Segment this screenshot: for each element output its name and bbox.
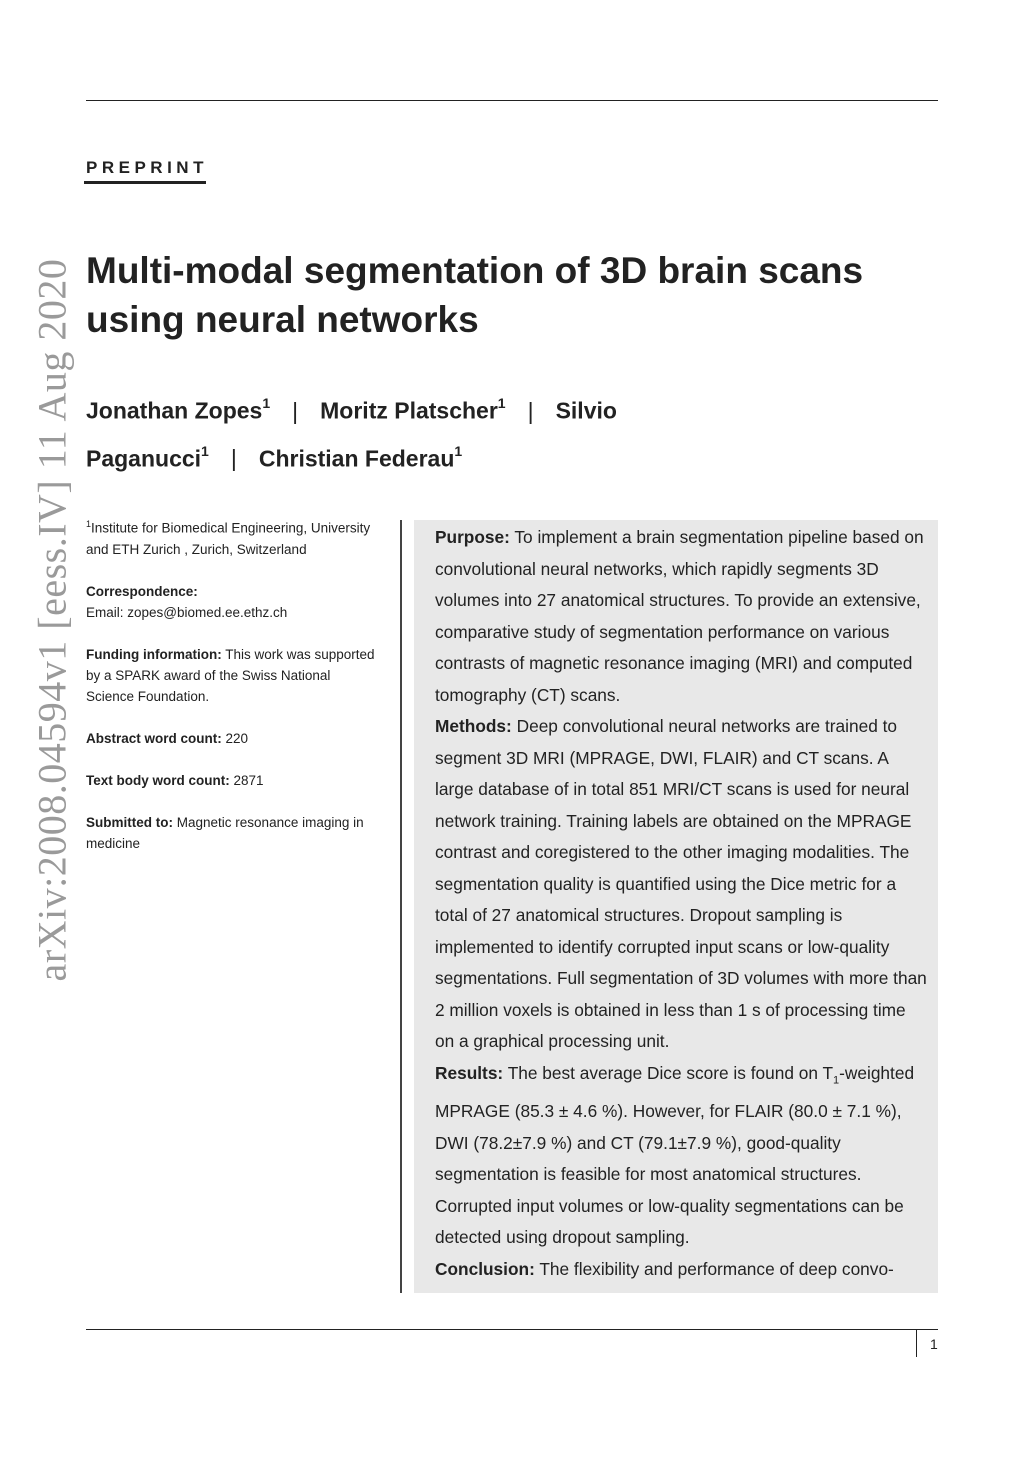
- author-name: Christian Federau: [258, 445, 455, 472]
- body-count-label: Text body word count:: [86, 772, 230, 788]
- preprint-label: PREPRINT: [86, 158, 208, 177]
- abstract-count-label: Abstract word count:: [86, 730, 222, 746]
- methods-label: Methods:: [435, 716, 512, 736]
- abstract-word-count: [86, 728, 376, 749]
- author-separator: |: [230, 445, 237, 472]
- abstract-count-value: 220: [225, 730, 249, 746]
- affiliation-text: Institute for Biomedical Engineering, University and ETH Zurich , Zurich, Switzerland: [86, 520, 371, 557]
- body-word-count: [86, 770, 376, 791]
- funding-label: Funding information:: [86, 646, 222, 662]
- author-name: Jonathan Zopes: [86, 397, 263, 424]
- arxiv-stamp: arXiv:2008.04594v1 [eess.IV] 11 Aug 2020: [29, 258, 75, 982]
- bottom-rule: [86, 1329, 938, 1330]
- correspondence-label: Correspondence:: [86, 583, 198, 599]
- submitted-to: [86, 812, 376, 854]
- paper-title: Multi-modal segmentation of 3D brain scans using neural networks: [86, 250, 864, 340]
- methods-text: Deep convolutional neural networks are trained to segment 3D MRI (MPRAGE, DWI, FLAIR) and CT scans. A large database of in total 851 MRI/CT scans is used for neural network training. Training labels are obtained on the MPRAGE contrast and coregistered to the other imaging modalities. The segmentation quality is quantified using the Dice metric for a total of 27 anatomical structures. Dropout sampling is implemented to identify corrupted input scans or low-quality segmentations. Full segmentation of 3D volumes with more than 2 million voxels is obtained in less than 1 s of processing time on a graphical processing unit.: [435, 716, 927, 1051]
- author-separator: |: [527, 397, 534, 424]
- results-text-b: -weighted MPRAGE (85.3 ± 4.6 %). However, for FLAIR (80.0 ± 7.1 %), DWI (78.2±7.9 %) and CT (79.1±7.9 %), good-quality segmentation is feasible for most anatomical structures. Corrupted input volumes or low-quality segmentations can be detected using dropout sampling.: [435, 1062, 915, 1248]
- author-affil-mark: 1: [262, 395, 271, 411]
- abstract-divider: [400, 520, 402, 1293]
- author-name: Moritz Platscher: [320, 397, 498, 424]
- results-label: Results:: [435, 1062, 504, 1083]
- preprint-underline: [84, 181, 206, 184]
- funding-info: [86, 644, 376, 707]
- author-list: [86, 384, 686, 479]
- results-text-a: The best average Dice score is found on T: [507, 1062, 834, 1083]
- conclusion-label: Conclusion:: [435, 1258, 535, 1279]
- correspondence: [86, 581, 376, 623]
- abstract-results: [435, 1058, 927, 1254]
- author-affil-mark: 1: [454, 442, 463, 459]
- body-count-value: 2871: [233, 772, 264, 788]
- page-number-divider: [916, 1329, 917, 1357]
- correspondence-email: Email: zopes@biomed.ee.ethz.ch: [86, 604, 288, 620]
- affiliation-mark: 1: [86, 519, 92, 529]
- author-separator: |: [292, 397, 299, 424]
- affiliation: [86, 514, 376, 560]
- abstract-purpose: [435, 522, 927, 711]
- page-number: 1: [930, 1336, 938, 1352]
- results-subscript: 1: [833, 1073, 840, 1086]
- submitted-value: Magnetic resonance imaging in medicine: [86, 814, 364, 851]
- purpose-label: Purpose:: [435, 527, 510, 547]
- abstract-methods: [435, 711, 927, 1058]
- author-name: Silvio Paganucci: [86, 397, 617, 472]
- purpose-text: To implement a brain segmentation pipeline based on convolutional neural networks, which rapidly segments 3D volumes into 27 anatomical structures. To provide an extensive, comparative study of segmentation performance on various contrasts of magnetic resonance imaging (MRI) and computed tomography (CT) scans.: [435, 527, 924, 705]
- metadata-sidebar: [86, 514, 376, 875]
- conclusion-text: The flexibility and performance of deep convo-: [539, 1258, 894, 1279]
- abstract: [435, 522, 927, 1285]
- abstract-conclusion: [435, 1254, 927, 1286]
- submitted-label: Submitted to:: [86, 814, 173, 830]
- author-affil-mark: 1: [201, 442, 209, 459]
- top-rule: [86, 100, 938, 101]
- author-affil-mark: 1: [497, 395, 506, 411]
- funding-text: This work was supported by a SPARK award of the Swiss National Science Foundation.: [86, 646, 375, 704]
